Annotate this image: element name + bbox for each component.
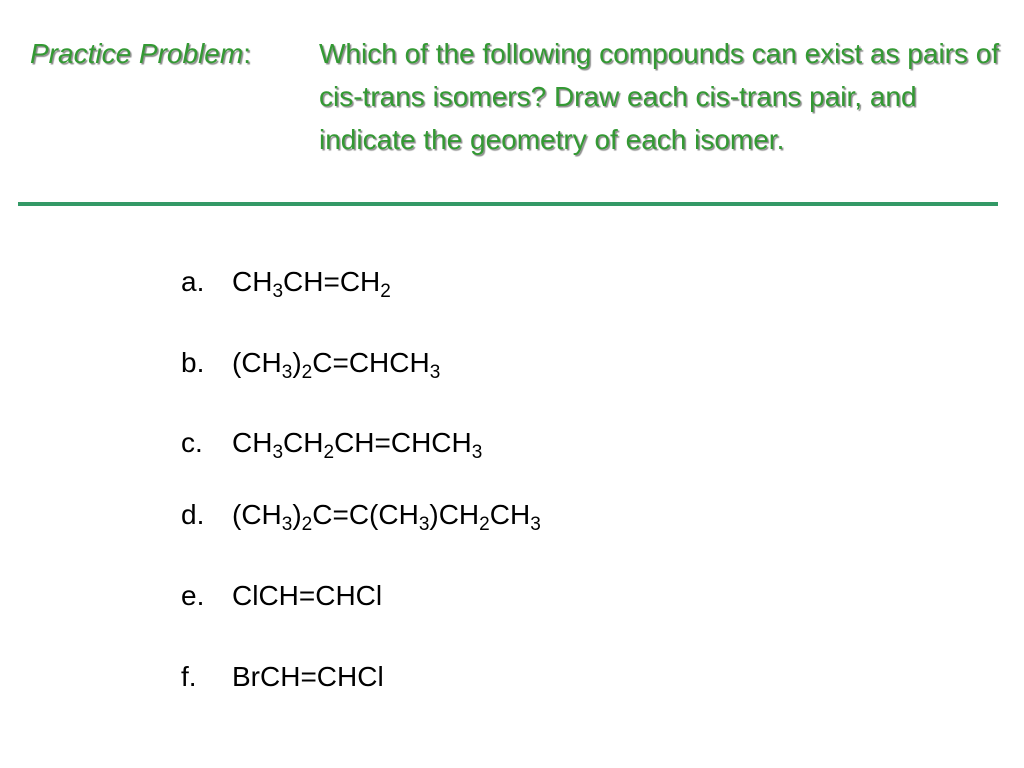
item-letter: f. <box>181 661 197 692</box>
item-letter: b. <box>181 347 205 378</box>
title-divider <box>18 202 998 206</box>
chemical-formula: ClCH=CHCl <box>232 580 383 611</box>
item-letter: d. <box>181 499 205 530</box>
chemical-formula: $(CH_3)_2C=C(CH_3)CH_2CH_3$ <box>232 499 541 535</box>
chemical-formula: $CH_3CH=CH_2$ <box>232 266 391 302</box>
item-letter: e. <box>181 580 205 611</box>
item-letter: c. <box>181 427 203 458</box>
item-letter: a. <box>181 266 205 297</box>
chemical-formula: $(CH_3)_2C=CHCH_3$ <box>232 347 441 383</box>
chemical-formula: $CH_3CH_2CH=CHCH_3$ <box>232 427 483 463</box>
title-colon: : <box>243 38 251 69</box>
question-text: Which of the following compounds can exist as pairs of cis-trans isomers? Draw each cis-trans pair, and indicate the geometry of each isomer. <box>319 38 1000 155</box>
title-lead <box>30 32 251 75</box>
title-label: Practice Problem <box>30 38 244 69</box>
chemical-formula: BrCH=CHCl <box>232 661 384 692</box>
